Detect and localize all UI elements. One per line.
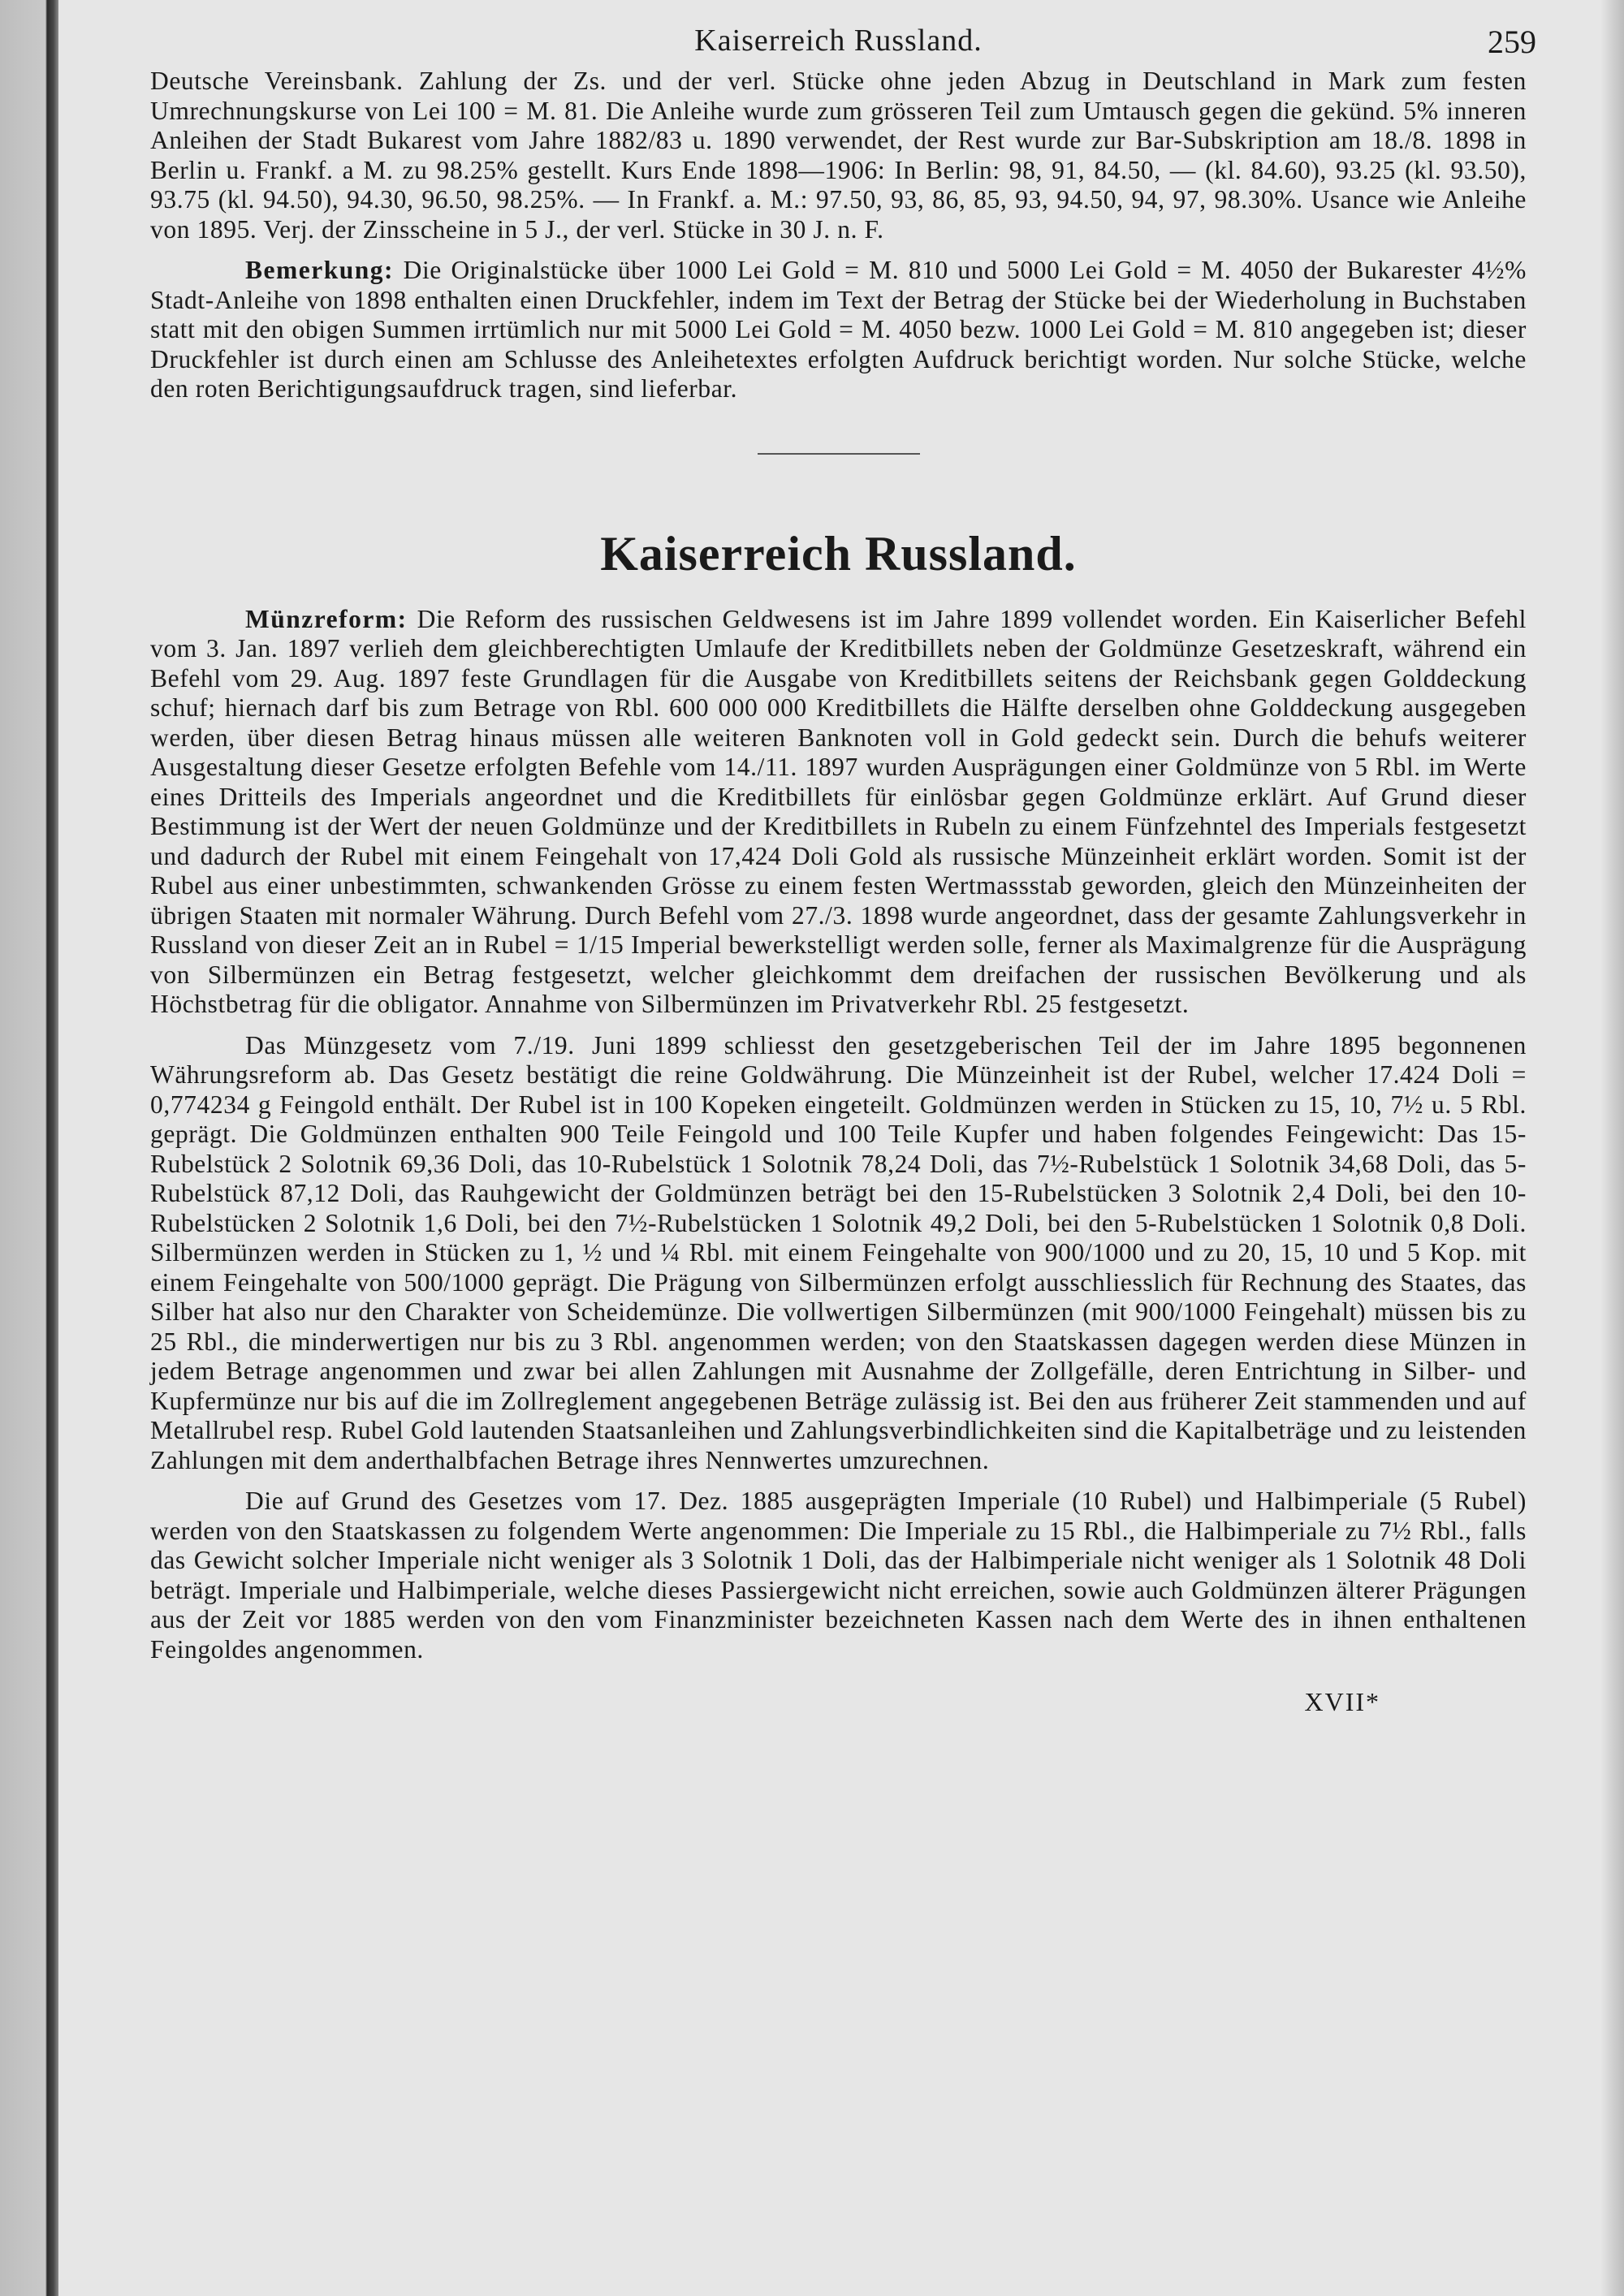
reform-paragraph: [150, 605, 1527, 1020]
spacer: [150, 1475, 1527, 1487]
imperial-paragraph: Die auf Grund des Gesetzes vom 17. Dez. 1885 ausgeprägten Imperiale (10 Rubel) und Halbimperiale (5 Rubel) werden von den Staatskassen zu folgendem Werte angenommen: Die Imperiale zu 15 Rbl., die Halbimperiale zu 7½ Rbl., falls das Gewicht solcher Imperiale nicht weniger als 3 Solotnik 1 Doli, das der Halbimperiale nicht weniger als 1 Solotnik 48 Doli beträgt. Imperiale und Halbimperiale, welche dieses Passiergewicht nicht erreichen, sowie auch Goldmünzen älterer Prägungen aus der Zeit vor 1885 werden von den vom Finanzminister bezeichneten Kassen nach dem Werte des in ihnen enthaltenen Feingoldes angenommen.: [150, 1487, 1527, 1664]
book-page: [58, 0, 1601, 2296]
remark-label: Bemerkung:: [245, 256, 394, 284]
page-content: [150, 18, 1536, 1717]
page-edge-shadow: [1601, 0, 1624, 2296]
section-title: Kaiserreich Russland.: [600, 526, 1077, 580]
spacer: [150, 244, 1527, 256]
spacer: [150, 1020, 1527, 1031]
running-title: Kaiserreich Russland.: [694, 24, 983, 58]
reform-text: Die Reform des russischen Geldwesens ist im Jahre 1899 vollendet worden. Ein Kaiserlicher Befehl vom 3. Jan. 1897 verlieh dem gleichberechtigten Umlaufe der Kreditbillets neben der Goldmünze Gesetzeskraft, während ein Befehl vom 29. Aug. 1897 feste Grundlagen für die Ausgabe von Kreditbillets seitens der Reichsbank gegen Golddeckung schuf; hiernach darf bis zum Betrage von Rbl. 600 000 000 Kreditbillets die Hälfte derselben ohne Golddeckung ausgegeben werden, über diesen Betrag hinaus müssen alle weiteren Banknoten voll in Gold gedeckt sein. Durch die behufs weiterer Ausgestaltung dieser Gesetze erfolgten Befehle vom 14./11. 1897 wurden Ausprägungen einer Goldmünze von 5 Rbl. im Werte eines Dritteils des Imperials angeordnet und die Kreditbillets für einlösbar gegen Goldmünze erklärt. Auf Grund dieser Bestimmung ist der Wert der neuen Goldmünze und der Kreditbillets in Rubeln zu einem Fünfzehntel des Imperials festgesetzt und dadurch der Rubel mit einem Feingehalt von 17,424 Doli Gold als russische Münzeinheit erklärt worden. Somit ist der Rubel aus einer unbestimmten, schwankenden Grösse zu einem festen Wertmassstab geworden, gleich den Münzeinheiten der übrigen Staaten mit normaler Währung. Durch Befehl vom 27./3. 1898 wurde angeordnet, dass der gesamte Zahlungsverkehr in Russland von dieser Zeit an in Rubel = 1/15 Imperial bewerkstelligt werden solle, ferner als Maximalgrenze für die Ausprägung von Silbermünzen ein Betrag festgesetzt, welcher gleichkommt dem dreifachen der russischen Bevölkerung und als Höchstbetrag für die obligator. Annahme von Silbermünzen im Privatverkehr Rbl. 25 festgesetzt.: [150, 604, 1527, 1018]
remark-text: Die Originalstücke über 1000 Lei Gold = M. 810 und 5000 Lei Gold = M. 4050 der Bukarester 4½% Stadt-Anleihe von 1898 enthalten einen Druckfehler, indem im Text der Betrag der Stücke bei der Wiederholung in Buchstaben statt mit den obigen Summen irrtümlich nur mit 5000 Lei Gold = M. 4050 bezw. 1000 Lei Gold = M. 810 angegeben ist; dieser Druckfehler ist durch einen am Schlusse des Anleihetextes erfolgten Aufdruck berichtigt worden. Nur solche Stücke, welche den roten Berichtigungsaufdruck tragen, sind lieferbar.: [150, 256, 1527, 403]
running-head: [150, 18, 1536, 67]
book-binding-edge: [0, 0, 58, 2296]
remark-paragraph: [150, 256, 1527, 404]
page-number: 259: [1488, 24, 1536, 60]
section-divider: [758, 453, 920, 455]
reform-label: Münzreform:: [245, 604, 408, 633]
continuation-paragraph: Deutsche Vereinsbank. Zahlung der Zs. und der verl. Stücke ohne jeden Abzug in Deutschland in Mark zum festen Umrechnungskurse von Lei 100 = M. 81. Die Anleihe wurde zum grösseren Teil zum Umtausch gegen die gekünd. 5% inneren Anleihen der Stadt Bukarest vom Jahre 1882/83 u. 1890 verwendet, der Rest wurde zur Bar-Subskription am 18./8. 1898 in Berlin u. Frankf. a M. zu 98.25% gestellt. Kurs Ende 1898—1906: In Berlin: 98, 91, 84.50, — (kl. 84.60), 93.25 (kl. 93.50), 93.75 (kl. 94.50), 94.30, 96.50, 98.25%. — In Frankf. a. M.: 97.50, 93, 86, 85, 93, 94.50, 94, 97, 98.30%. Usance wie Anleihe von 1895. Verj. der Zinsscheine in 5 J., der verl. Stücke in 30 J. n. F.: [150, 67, 1527, 244]
coin-law-paragraph: Das Münzgesetz vom 7./19. Juni 1899 schliesst den gesetzgeberischen Teil der im Jahre 1895 begonnenen Währungsreform ab. Das Gesetz bestätigt die reine Goldwährung. Die Münzeinheit ist der Rubel, welcher 17.424 Doli = 0,774234 g Feingold enthält. Der Rubel ist in 100 Kopeken eingeteilt. Goldmünzen werden in Stücken zu 15, 10, 7½ u. 5 Rbl. geprägt. Die Goldmünzen enthalten 900 Teile Feingold und 100 Teile Kupfer und haben folgendes Feingewicht: Das 15-Rubelstück 2 Solotnik 69,36 Doli, das 10-Rubelstück 1 Solotnik 78,24 Doli, das 7½-Rubelstück 1 Solotnik 34,68 Doli, das 5-Rubelstück 87,12 Doli, das Rauhgewicht der Goldmünzen beträgt bei den 15-Rubelstücken 3 Solotnik 2,4 Doli, bei den 10-Rubelstücken 2 Solotnik 1,6 Doli, bei den 7½-Rubelstücken 1 Solotnik 49,2 Doli, bei den 5-Rubelstücken 1 Solotnik 0,8 Doli. Silbermünzen werden in Stücken zu 1, ½ und ¼ Rbl. mit einem Feingehalte von 900/1000 und zu 20, 15, 10 und 5 Kop. mit einem Feingehalte von 500/1000 geprägt. Die Prägung von Silbermünzen erfolgt ausschliesslich für Rechnung des Staates, das Silber hat also nur den Charakter von Scheidemünze. Die vollwertigen Silbermünzen (mit 900/1000 Feingehalt) müssen bis zu 25 Rbl., die minderwertigen nur bis zu 3 Rbl. angenommen werden; von den Staatskassen dagegen werden diese Münzen in jedem Betrage angenommen und zwar bei allen Zahlungen mit Ausnahme der Zollgefälle, deren Entrichtung in Silber- und Kupfermünze nur bis auf die im Zollreglement angegebenen Beträge zulässig ist. Bei den aus früherer Zeit stammenden und auf Metallrubel resp. Rubel Gold lautenden Staatsanleihen und Zahlungsverbindlichkeiten sind die Kapitalbeträge und zu leistenden Zahlungen mit dem anderthalbfachen Betrage ihres Nennwertes umzurechnen.: [150, 1030, 1527, 1474]
signature-mark: XVII*: [1304, 1687, 1380, 1716]
